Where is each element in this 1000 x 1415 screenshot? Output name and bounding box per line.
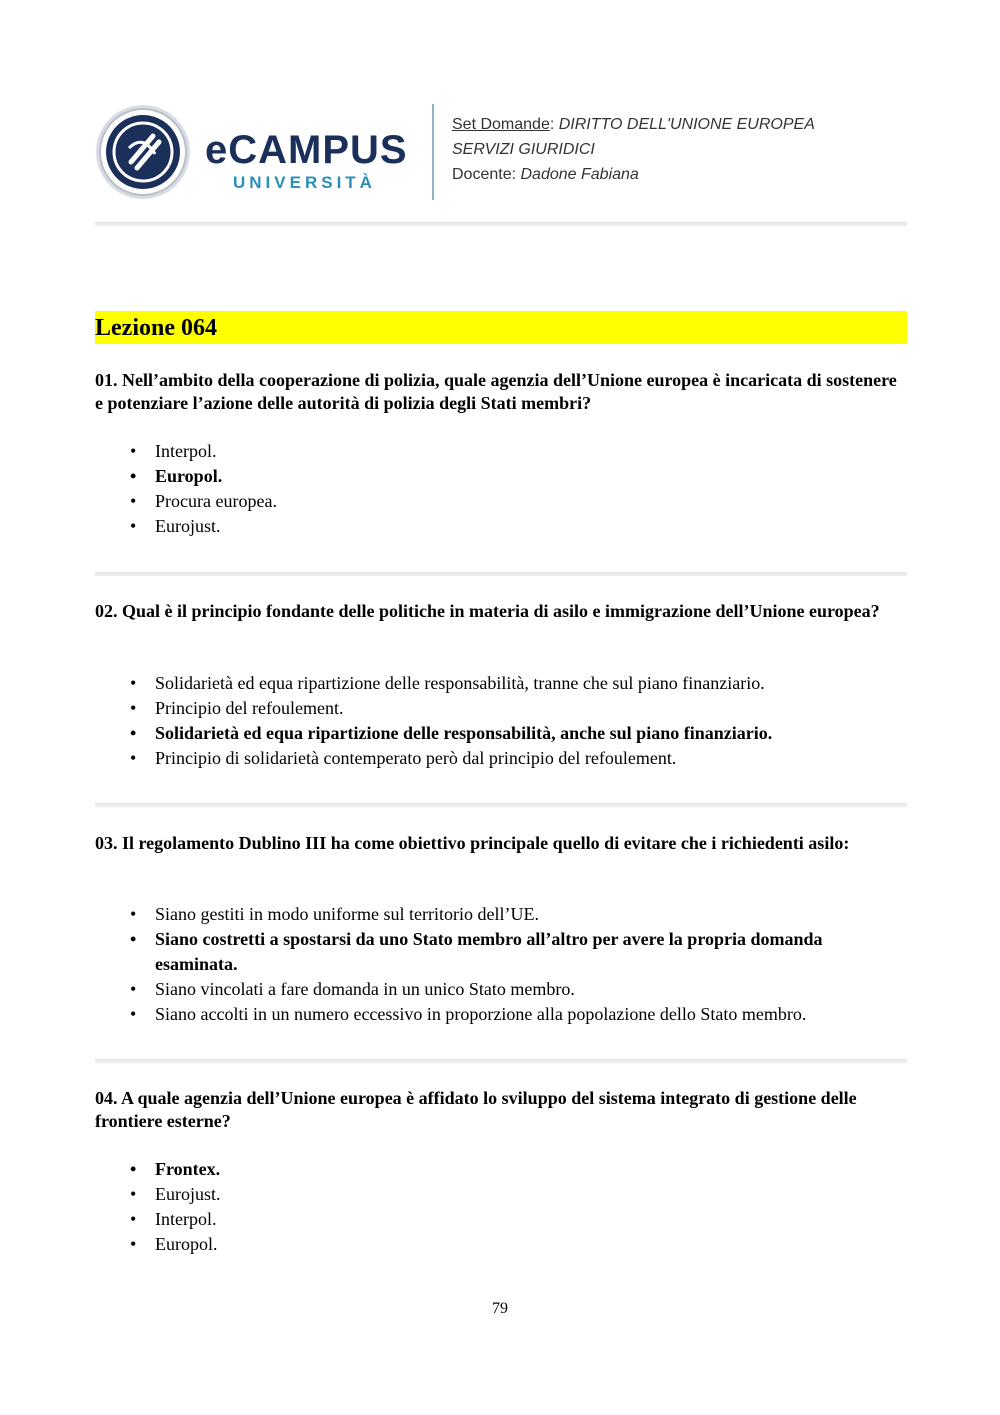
logo-wordmark: eCAMPUS bbox=[205, 128, 408, 172]
question-divider bbox=[95, 803, 907, 807]
logo-subtitle: UNIVERSITÀ bbox=[233, 173, 376, 192]
answer-item: • Interpol. bbox=[130, 439, 907, 464]
header-divider bbox=[432, 104, 434, 200]
answer-list bbox=[130, 439, 907, 539]
answer-item: • Solidarietà ed equa ripartizione delle responsabilità, tranne che sul piano finanziario. bbox=[130, 671, 907, 696]
lesson-title-bar bbox=[95, 311, 907, 344]
set-value-2: SERVIZI GIURIDICI bbox=[452, 141, 595, 158]
answer-list bbox=[130, 671, 907, 771]
answer-item-correct: • Frontex. bbox=[130, 1157, 907, 1182]
header-rule bbox=[95, 222, 907, 226]
answer-item: • Siano vincolati a fare domanda in un unico Stato membro. bbox=[130, 977, 907, 1002]
question-text: 04. A quale agenzia dell’Unione europea è affidato lo sviluppo del sistema integrato di gestione delle frontiere esterne? bbox=[95, 1088, 857, 1131]
question-text: 02. Qual è il principio fondante delle politiche in materia di asilo e immigrazione dell’Unione europea? bbox=[95, 601, 880, 621]
answer-item: • Interpol. bbox=[130, 1207, 907, 1232]
answer-list bbox=[130, 1157, 907, 1257]
answer-item: • Principio del refoulement. bbox=[130, 696, 907, 721]
answer-item: • Procura europea. bbox=[130, 489, 907, 514]
answer-item: • Principio di solidarietà contemperato però dal principio del refoulement. bbox=[130, 746, 907, 771]
question-divider bbox=[95, 1059, 907, 1063]
set-label: Set Domande bbox=[452, 116, 550, 133]
answer-item: • Eurojust. bbox=[130, 514, 907, 539]
question-text: 03. Il regolamento Dublino III ha come obiettivo principale quello di evitare che i richiedenti asilo: bbox=[95, 833, 850, 853]
question-text: 01. Nell’ambito della cooperazione di polizia, quale agenzia dell’Unione europea è incaricata di sostenere e potenziare l’azione delle autorità di polizia degli Stati membri? bbox=[95, 370, 897, 413]
docente-label: Docente: bbox=[452, 166, 517, 183]
docente-value: Dadone Fabiana bbox=[520, 166, 639, 183]
set-value: DIRITTO DELL'UNIONE EUROPEA bbox=[558, 116, 815, 133]
answer-item: • Eurojust. bbox=[130, 1182, 907, 1207]
answer-item: • Europol. bbox=[130, 1232, 907, 1257]
answer-list bbox=[130, 902, 907, 1027]
answer-item: • Siano accolti in un numero eccessivo in proporzione alla popolazione dello Stato membro. bbox=[130, 1002, 907, 1027]
document-header bbox=[95, 100, 907, 204]
course-info: Set Domande: DIRITTO DELL'UNIONE EUROPEA SERVIZI GIURIDICI Docente: Dadone Fabiana bbox=[452, 116, 815, 183]
answer-item: • Siano gestiti in modo uniforme sul territorio dell’UE. bbox=[130, 902, 907, 927]
answer-item-correct: • Siano costretti a spostarsi da uno Stato membro all’altro per avere la propria domanda esaminata. bbox=[130, 927, 907, 977]
lesson-title: Lezione 064 bbox=[95, 315, 217, 341]
page-number: 79 bbox=[492, 1300, 508, 1317]
ecampus-seal-icon bbox=[95, 104, 191, 200]
question-divider bbox=[95, 572, 907, 576]
answer-item-correct: • Solidarietà ed equa ripartizione delle responsabilità, anche sul piano finanziario. bbox=[130, 721, 907, 746]
answer-item-correct: • Europol. bbox=[130, 464, 907, 489]
